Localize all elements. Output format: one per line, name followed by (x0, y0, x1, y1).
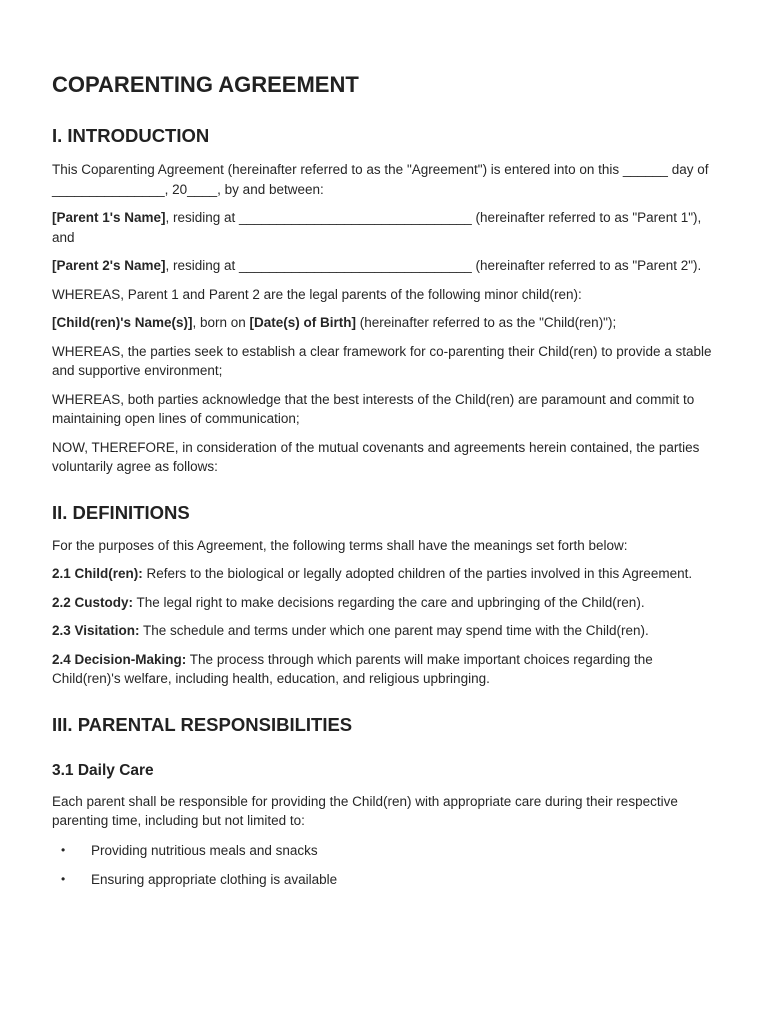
definition-text: The process through which parents will make important choices regarding the Child(ren)'s welfare, including health, education, and religious upbringing. (52, 651, 653, 686)
children-born-on: , born on (192, 315, 250, 330)
definition-term: 2.2 Custody: (52, 594, 134, 610)
parent1-text: , residing at _______________________________ (hereinafter referred to as "Parent 1"), and (52, 210, 702, 245)
definition-item (52, 650, 724, 689)
definition-item (52, 564, 724, 584)
section-introduction-heading: I. INTRODUCTION (52, 125, 210, 146)
definition-term: 2.1 Child(ren): (52, 566, 143, 581)
bullet-icon: • (61, 872, 66, 886)
definition-text: The legal right to make decisions regarding the care and upbringing of the Child(ren). (133, 594, 645, 610)
parent2-text: , residing at _______________________________ (hereinafter referred to as "Parent 2"). (165, 258, 702, 273)
parent1-clause (52, 208, 724, 247)
children-name: [Child(ren)'s Name(s)] (52, 315, 193, 330)
document-title: COPARENTING AGREEMENT (52, 72, 359, 97)
list-item (52, 841, 724, 861)
list-item-text: Ensuring appropriate clothing is available (91, 872, 338, 887)
bullet-icon: • (61, 842, 66, 857)
definition-term: 2.3 Visitation: (52, 623, 140, 638)
definitions-intro: For the purposes of this Agreement, the following terms shall have the meanings set forth below: (52, 537, 628, 553)
definition-text: Refers to the biological or legally adopted children of the parties involved in this Agreement. (142, 566, 693, 581)
parent2-clause (52, 256, 724, 276)
definition-item (52, 593, 724, 613)
daily-care-intro: Each parent shall be responsible for providing the Child(ren) with appropriate care during their respective parenting time, including but not limited to: (52, 793, 678, 828)
daily-care-heading: 3.1 Daily Care (52, 761, 154, 779)
list-item-text: Providing nutritious meals and snacks (91, 842, 318, 858)
intro-paragraph: This Coparenting Agreement (hereinafter referred to as the "Agreement") is entered into on this ______ day of _______________, 20____, by and between: (52, 162, 709, 197)
parent1-name: [Parent 1's Name] (52, 210, 166, 225)
children-clause (52, 313, 724, 333)
whereas-best-interests: WHEREAS, both parties acknowledge that the best interests of the Child(ren) are paramount and commit to maintaining open lines of communication; (52, 391, 695, 426)
daily-care-list (52, 841, 724, 890)
section-definitions-heading: II. DEFINITIONS (52, 501, 190, 523)
definition-text: The schedule and terms under which one parent may spend time with the Child(ren). (139, 623, 649, 638)
list-item (52, 870, 724, 890)
whereas-legal-parents: WHEREAS, Parent 1 and Parent 2 are the legal parents of the following minor child(ren): (52, 286, 582, 302)
parent2-name: [Parent 2's Name] (52, 258, 166, 273)
whereas-framework: WHEREAS, the parties seek to establish a clear framework for co-parenting their Child(ren) to provide a stable and supportive environment; (52, 343, 712, 378)
definition-item (52, 621, 724, 641)
definition-term: 2.4 Decision-Making: (52, 651, 187, 667)
document-body (52, 70, 724, 890)
section-responsibilities-heading: III. PARENTAL RESPONSIBILITIES (52, 713, 353, 735)
children-rest: (hereinafter referred to as the "Child(ren)"); (356, 315, 617, 330)
now-therefore: NOW, THEREFORE, in consideration of the mutual covenants and agreements herein contained, the parties voluntarily agree as follows: (52, 439, 700, 474)
children-dob: [Date(s) of Birth] (249, 315, 357, 330)
